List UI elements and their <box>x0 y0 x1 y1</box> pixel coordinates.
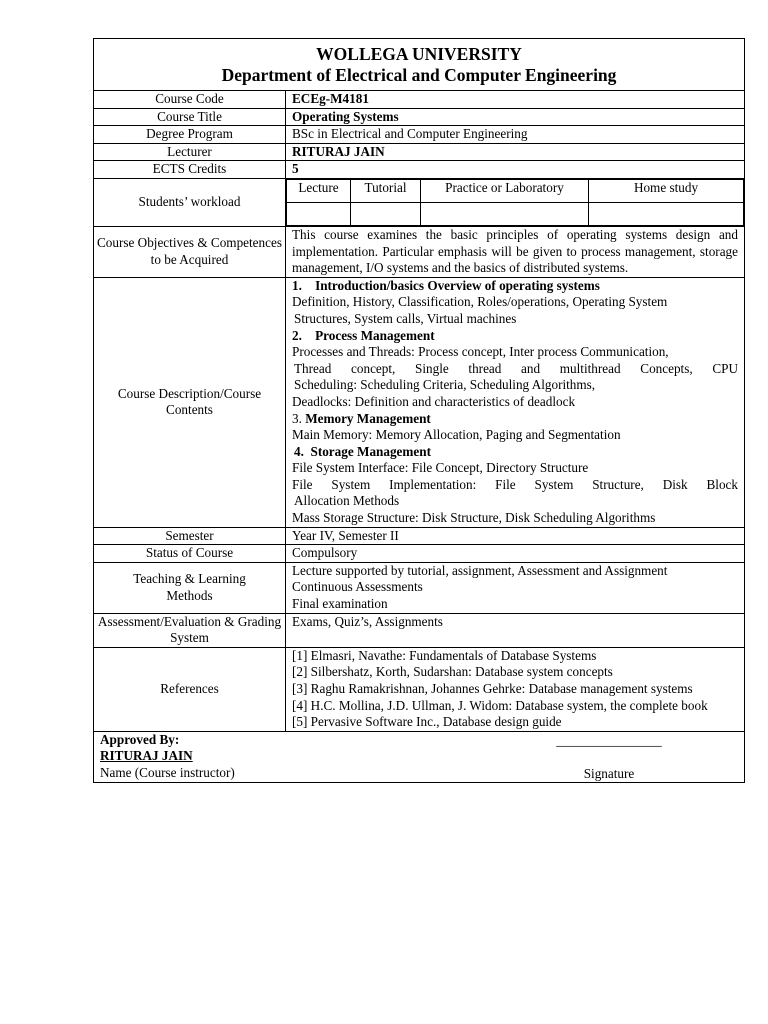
workload-col-home-study: Home study <box>589 179 744 202</box>
instructor-name: RITURAJ JAIN <box>100 748 193 764</box>
section-3-number: 3. <box>292 410 302 426</box>
row-objectives <box>94 226 745 277</box>
teaching-line-1: Lecture supported by tutorial, assignment, Assessment and Assignment <box>292 562 668 578</box>
reference-item: [5] Pervasive Software Inc., Database design guide <box>292 714 562 730</box>
objectives-value: This course examines the basic principles of operating systems design and implementation. Particular emphasis will be given to process management, storage management, I/O systems and the basics of distributed systems. <box>286 226 745 277</box>
section-4-text-d: Mass Storage Structure: Disk Structure, Disk Scheduling Algorithms <box>292 510 656 526</box>
section-3-text: Main Memory: Memory Allocation, Paging and Segmentation <box>292 427 621 443</box>
ects-value: 5 <box>286 161 745 179</box>
references-label: References <box>94 647 286 731</box>
header-row <box>94 39 745 91</box>
course-title-label: Course Title <box>94 108 286 126</box>
description-cell <box>286 277 745 527</box>
row-lecturer <box>94 143 745 161</box>
approved-by-label: Approved By: <box>100 731 180 747</box>
workload-home-study-value <box>589 202 744 225</box>
reference-item: [3] Raghu Ramakrishnan, Johannes Gehrke: Database management systems <box>292 681 693 696</box>
section-4-text-b: File System Implementation: File System Structure, Disk Block <box>292 476 738 492</box>
section-1-text-a: Definition, History, Classification, Roles/operations, Operating System <box>292 294 668 310</box>
section-1-number: 1. <box>292 277 302 293</box>
teaching-line-2: Continuous Assessments <box>292 579 423 595</box>
section-4-number: 4. <box>294 443 304 459</box>
workload-value-row <box>287 202 744 225</box>
section-4-text-a: File System Interface: File Concept, Directory Structure <box>292 460 589 476</box>
reference-item: [1] Elmasri, Navathe: Fundamentals of Database Systems <box>292 647 597 663</box>
row-course-title <box>94 108 745 126</box>
row-semester <box>94 527 745 545</box>
row-course-code <box>94 91 745 109</box>
instructor-caption: Name (Course instructor) <box>100 764 235 780</box>
description-label: Course Description/Course Contents <box>94 277 286 527</box>
assessment-label: Assessment/Evaluation & Grading System <box>94 613 286 647</box>
reference-item: [4] H.C. Mollina, J.D. Ullman, J. Widom: Database system, the complete book <box>292 697 708 713</box>
section-2-text-d: Deadlocks: Definition and characteristics of deadlock <box>292 393 576 409</box>
status-label: Status of Course <box>94 545 286 563</box>
teaching-line-3: Final examination <box>292 596 388 612</box>
degree-program-value: BSc in Electrical and Computer Engineering <box>286 126 745 144</box>
ects-label: ECTS Credits <box>94 161 286 179</box>
teaching-cell <box>286 562 745 613</box>
workload-tutorial-value <box>351 202 421 225</box>
section-2-number: 2. <box>292 327 302 343</box>
workload-practice-value <box>421 202 589 225</box>
lecturer-label: Lecturer <box>94 143 286 161</box>
course-code-value: ECEg-M4181 <box>286 91 745 109</box>
department-name: Department of Electrical and Computer Engineering <box>221 65 617 85</box>
course-code-label: Course Code <box>94 91 286 109</box>
objectives-label: Course Objectives & Competences to be Acquired <box>94 226 286 277</box>
section-2-title: Process Management <box>315 327 435 343</box>
workload-header-row <box>287 179 744 202</box>
approval-block <box>94 732 744 782</box>
status-value: Compulsory <box>286 545 745 563</box>
approval-cell <box>94 731 745 782</box>
course-outline-table <box>93 38 745 783</box>
university-name: WOLLEGA UNIVERSITY <box>316 44 522 64</box>
lecturer-value: RITURAJ JAIN <box>286 143 745 161</box>
semester-value: Year IV, Semester II <box>286 527 745 545</box>
section-1-heading <box>292 278 738 295</box>
section-3-heading <box>292 411 738 428</box>
course-title-value: Operating Systems <box>286 108 745 126</box>
semester-label: Semester <box>94 527 286 545</box>
signature-line: ________________ <box>556 732 662 748</box>
row-teaching <box>94 562 745 613</box>
section-4-text-c: Allocation Methods <box>294 493 400 509</box>
workload-subtable <box>286 179 744 226</box>
row-references <box>94 647 745 731</box>
section-1-title: Introduction/basics Overview of operating systems <box>315 277 600 293</box>
row-description <box>94 277 745 527</box>
degree-program-label: Degree Program <box>94 126 286 144</box>
workload-col-lecture: Lecture <box>287 179 351 202</box>
section-2-text-a: Processes and Threads: Process concept, Inter process Communication, <box>292 344 669 360</box>
workload-cell <box>286 178 745 226</box>
section-4-heading <box>292 444 738 461</box>
section-4-title: Storage Management <box>310 443 431 459</box>
row-workload <box>94 178 745 226</box>
header-cell <box>94 39 745 91</box>
row-status <box>94 545 745 563</box>
row-ects <box>94 161 745 179</box>
row-degree-program <box>94 126 745 144</box>
reference-item: [2] Silbershatz, Korth, Sudarshan: Database system concepts <box>292 664 613 680</box>
section-1-text-b: Structures, System calls, Virtual machines <box>294 310 517 326</box>
section-3-title: Memory Management <box>305 410 431 426</box>
workload-label: Students’ workload <box>94 178 286 226</box>
section-2-text-c: Scheduling: Scheduling Criteria, Scheduling Algorithms, <box>294 377 596 393</box>
row-assessment <box>94 613 745 647</box>
teaching-label: Teaching & Learning Methods <box>94 562 286 613</box>
workload-col-tutorial: Tutorial <box>351 179 421 202</box>
section-2-heading <box>292 328 738 345</box>
workload-lecture-value <box>287 202 351 225</box>
references-cell <box>286 647 745 731</box>
signature-caption: Signature <box>583 765 635 781</box>
assessment-value: Exams, Quiz’s, Assignments <box>286 613 745 647</box>
row-approval <box>94 731 745 782</box>
workload-col-practice: Practice or Laboratory <box>421 179 589 202</box>
section-2-text-b: Thread concept, Single thread and multithread Concepts, CPU <box>294 360 738 376</box>
